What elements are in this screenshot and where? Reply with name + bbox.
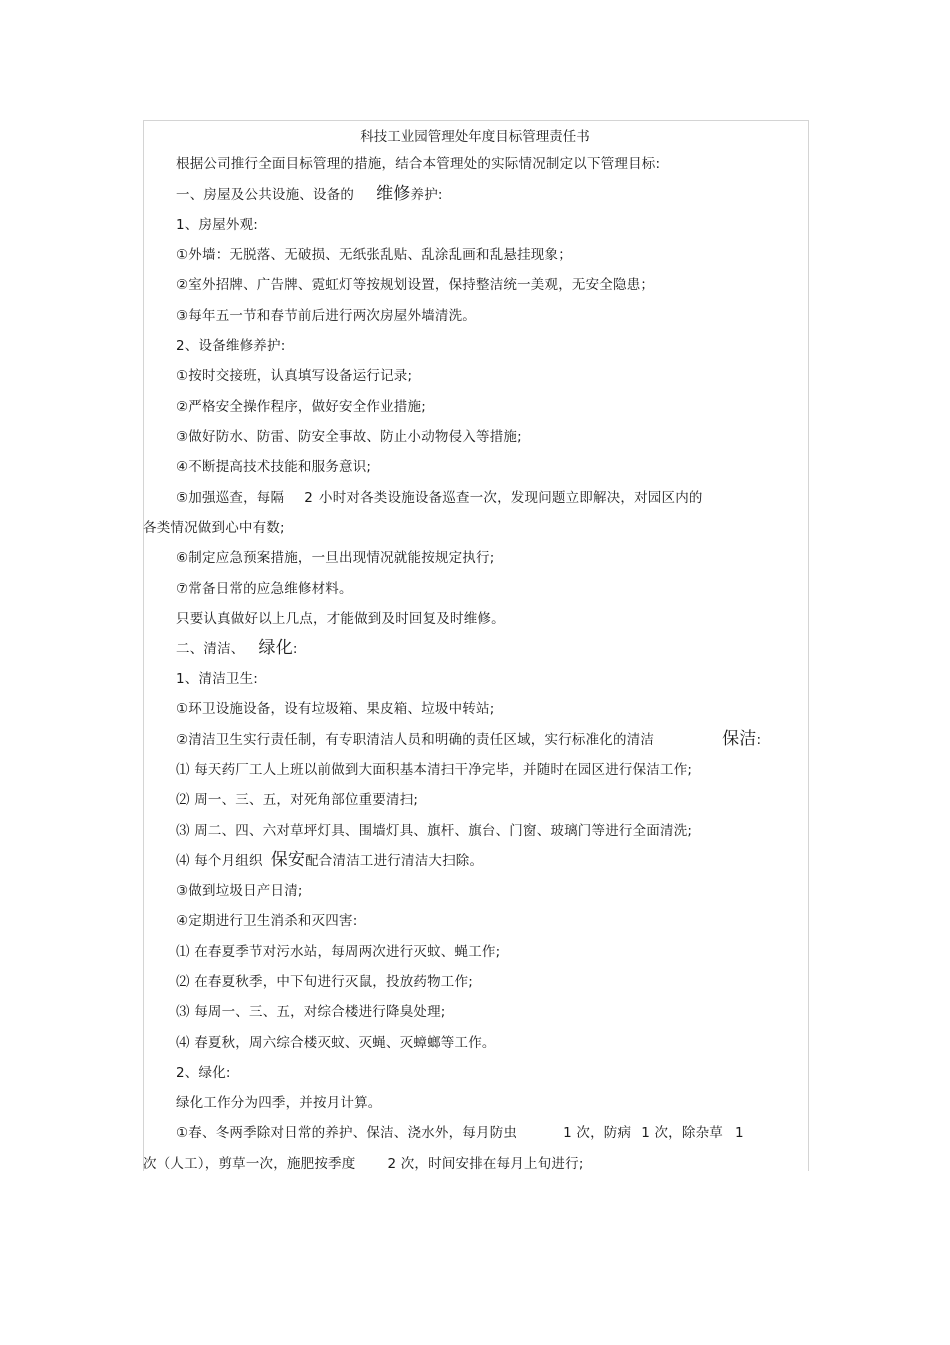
section1-sub2: 2、设备维修养护: xyxy=(176,338,286,354)
sub-list-item xyxy=(176,851,483,870)
item2-text: ②清洁卫生实行责任制，有专职清洁人员和明确的责任区域，实行标准化的清洁 xyxy=(176,732,655,748)
green1-cont-b: 2 次，时间安排在每月上旬进行; xyxy=(387,1156,584,1172)
green1-text-c: 1 次，除杂草 xyxy=(641,1125,723,1141)
sublist1-4-tail: 配合清洁工进行清洁大扫除。 xyxy=(305,853,484,869)
list-item: ③做到垃圾日产日清; xyxy=(176,883,303,899)
item5-number: 2 xyxy=(304,490,313,506)
item5-text-a: ⑤加强巡查，每隔 xyxy=(176,490,285,506)
section1-heading-emphasis: 维修 xyxy=(376,184,411,204)
item2-tail: : xyxy=(756,732,762,748)
list-item: ①按时交接班，认真填写设备运行记录; xyxy=(176,368,413,384)
list-item: ②室外招牌、广告牌、霓虹灯等按规划设置，保持整洁统一美观，无安全隐患； xyxy=(176,277,655,293)
list-item xyxy=(176,730,816,749)
document-title: 科技工业园管理处年度目标管理责任书 xyxy=(360,129,590,145)
sub-list-item: ⑵ 周一、三、五，对死角部位重要清扫; xyxy=(176,792,419,808)
list-item: ①外墙：无脱落、无破损、无纸张乱贴、乱涂乱画和乱悬挂现象； xyxy=(176,247,572,263)
section1-heading-text: 一、房屋及公共设施、设备的 xyxy=(176,187,355,203)
section2-sub2: 2、绿化: xyxy=(176,1065,231,1081)
section2-heading xyxy=(176,639,298,658)
item5-text-c: 小时对各类设施设备巡查一次，发现问题立即解决，对园区内的 xyxy=(319,490,703,506)
list-item: ④不断提高技术技能和服务意识; xyxy=(176,459,372,475)
section2-heading-emphasis: 绿化 xyxy=(258,638,293,658)
section1-sub1: 1、房屋外观: xyxy=(176,217,259,233)
intro-paragraph: 根据公司推行全面目标管理的措施，结合本管理处的实际情况制定以下管理目标: xyxy=(176,156,661,172)
sublist1-4-text: ⑷ 每个月组织 xyxy=(176,853,263,869)
sub-list-item: ⑷ 春夏秋，周六综合楼灭蚊、灭蝇、灭蟑螂等工作。 xyxy=(176,1035,496,1051)
list-item: ⑦常备日常的应急维修材料。 xyxy=(176,581,353,597)
list-item xyxy=(176,1124,806,1142)
list-item: ①环卫设施设备，设有垃圾箱、果皮箱、垃圾中转站; xyxy=(176,701,495,717)
list-item: ③做好防水、防雷、防安全事故、防止小动物侵入等措施; xyxy=(176,429,522,445)
sub-list-item: ⑶ 周二、四、六对草坪灯具、围墙灯具、旗杆、旗台、门窗、玻璃门等进行全面清洗; xyxy=(176,823,693,839)
list-item-continuation xyxy=(143,1155,584,1173)
sub-list-item: ⑴ 在春夏季节对污水站，每周两次进行灭蚊、蝇工作; xyxy=(176,944,501,960)
sub-list-item: ⑵ 在春夏秋季，中下旬进行灭鼠，投放药物工作; xyxy=(176,974,473,990)
list-item: ③每年五一节和春节前后进行两次房屋外墙清洗。 xyxy=(176,308,477,324)
green-intro: 绿化工作分为四季，并按月计算。 xyxy=(176,1095,382,1111)
list-item: ②严格安全操作程序，做好安全作业措施; xyxy=(176,399,426,415)
sublist1-4-emphasis: 保安 xyxy=(270,850,306,870)
section1-heading xyxy=(176,185,443,204)
list-item xyxy=(176,489,703,507)
sub-list-item: ⑶ 每周一、三、五，对综合楼进行降臭处理; xyxy=(176,1004,446,1020)
section2-sub1: 1、清洁卫生: xyxy=(176,671,259,687)
section1-closing: 只要认真做好以上几点，才能做到及时回复及时维修。 xyxy=(176,611,505,627)
green1-cont-a: 次（人工），剪草一次，施肥按季度 xyxy=(143,1156,356,1172)
section2-heading-text: 二、清洁、 xyxy=(176,641,245,657)
item2-emphasis: 保洁 xyxy=(722,729,757,749)
list-item-continuation: 各类情况做到心中有数; xyxy=(143,520,285,536)
green1-text-b: 1 次，防病 xyxy=(563,1125,632,1141)
section2-heading-tail: : xyxy=(292,641,298,657)
green1-text-a: ①春、冬两季除对日常的养护、保洁、浇水外，每月防虫 xyxy=(176,1125,518,1141)
green1-text-d: 1 xyxy=(734,1125,744,1141)
sub-list-item: ⑴ 每天药厂工人上班以前做到大面积基本清扫干净完毕，并随时在园区进行保洁工作; xyxy=(176,762,693,778)
list-item: ④定期进行卫生消杀和灭四害: xyxy=(176,913,358,929)
section1-heading-tail: 养护: xyxy=(410,187,443,203)
list-item: ⑥制定应急预案措施，一旦出现情况就能按规定执行; xyxy=(176,550,495,566)
